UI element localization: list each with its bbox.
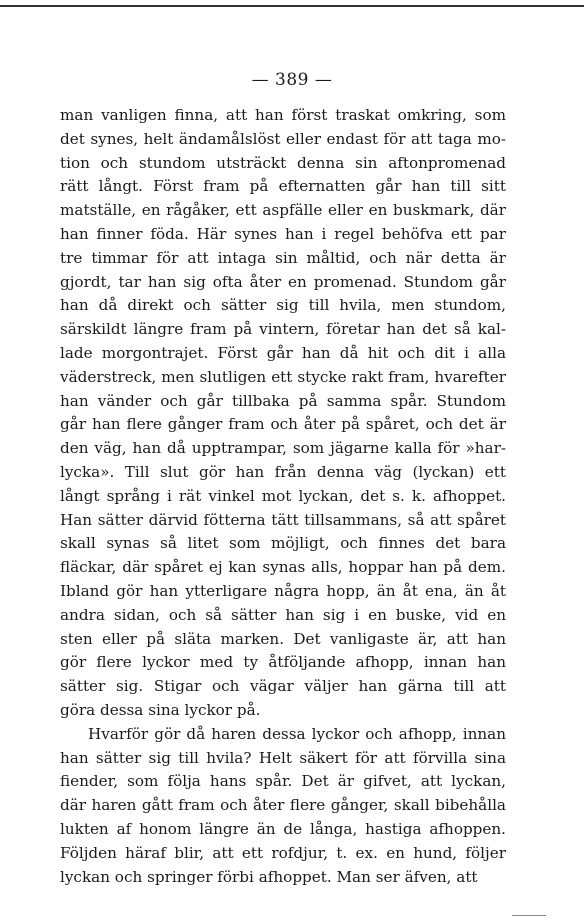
top-rule bbox=[0, 5, 584, 7]
text-line: Ibland gör han ytterligare några hopp, än åt ena, än åt bbox=[60, 581, 506, 600]
paragraph-1 bbox=[60, 104, 506, 723]
text-line: man vanligen finna, att han först traskat omkring, som bbox=[60, 106, 506, 124]
text-line: Han sätter därvid fötterna tätt tillsammans, så att spåret bbox=[60, 510, 506, 529]
text-line: han sätter sig till hvila? Helt säkert för att förvilla sina bbox=[60, 748, 506, 767]
text-line: han vänder och går tillbaka på samma spår. Stundom bbox=[60, 391, 506, 410]
text-line: den väg, han då upptrampar, som jägarne kalla för »har- bbox=[60, 439, 506, 458]
text-line: Följden häraf blir, att ett rofdjur, t. ex. en hund, följer bbox=[60, 843, 506, 862]
text-line: lycka». Till slut gör han från denna väg (lyckan) ett bbox=[60, 462, 506, 481]
text-line: där haren gått fram och åter flere gånger, skall bibehålla bbox=[60, 796, 506, 815]
text-line: andra sidan, och så sätter han sig i en buske, vid en bbox=[60, 605, 506, 624]
corner-mark bbox=[512, 915, 546, 916]
text-line: fiender, som följa hans spår. Det är gifvet, att lyckan, bbox=[60, 772, 506, 791]
text-line: går han flere gånger fram och åter på spåret, och det är bbox=[60, 415, 506, 434]
text-line: sten eller på släta marken. Det vanligaste är, att han bbox=[60, 629, 506, 648]
text-line: göra dessa sina lyckor på. bbox=[60, 700, 261, 719]
text-line: lukten af honom längre än de långa, hastiga afhoppen. bbox=[60, 819, 506, 838]
text-line: tre timmar för att intaga sin måltid, och när detta är bbox=[60, 248, 506, 267]
text-line: lade morgontrajet. Först går han då hit och dit i alla bbox=[60, 343, 506, 362]
text-line: han då direkt och sätter sig till hvila, men stundom, bbox=[60, 296, 506, 315]
text-line: väderstreck, men slutligen ett stycke rakt fram, hvarefter bbox=[60, 367, 506, 386]
text-line: gjordt, tar han sig ofta åter en promenad. Stundom går bbox=[60, 272, 506, 291]
body-text bbox=[60, 104, 506, 889]
text-line: det synes, helt ändamålslöst eller endast för att taga mo- bbox=[60, 129, 506, 148]
text-line: han finner föda. Här synes han i regel behöfva ett par bbox=[60, 224, 506, 243]
text-line: rätt långt. Först fram på efternatten går han till sitt bbox=[60, 177, 506, 196]
text-line: särskildt längre fram på vintern, företar han det så kal- bbox=[60, 320, 506, 339]
page-number: — 389 — bbox=[251, 70, 333, 90]
text-line: gör flere lyckor med ty åtföljande afhopp, innan han bbox=[60, 653, 506, 672]
text-line: långt språng i rät vinkel mot lyckan, det s. k. afhoppet. bbox=[60, 486, 506, 505]
text-line: fläckar, där spåret ej kan synas alls, hoppar han på dem. bbox=[60, 558, 506, 577]
text-line: matställe, en rågåker, ett aspfälle eller en buskmark, där bbox=[60, 201, 506, 220]
text-line: sätter sig. Stigar och vägar väljer han gärna till att bbox=[60, 677, 506, 696]
text-line: lyckan och springer förbi afhoppet. Man ser äfven, att bbox=[60, 867, 478, 886]
text-line: skall synas så litet som möjligt, och finnes det bara bbox=[60, 534, 506, 553]
paragraph-2 bbox=[60, 723, 506, 890]
text-line: tion och stundom utsträckt denna sin aftonpromenad bbox=[60, 153, 506, 172]
text-line: Hvarför gör då haren dessa lyckor och afhopp, innan bbox=[88, 724, 506, 743]
